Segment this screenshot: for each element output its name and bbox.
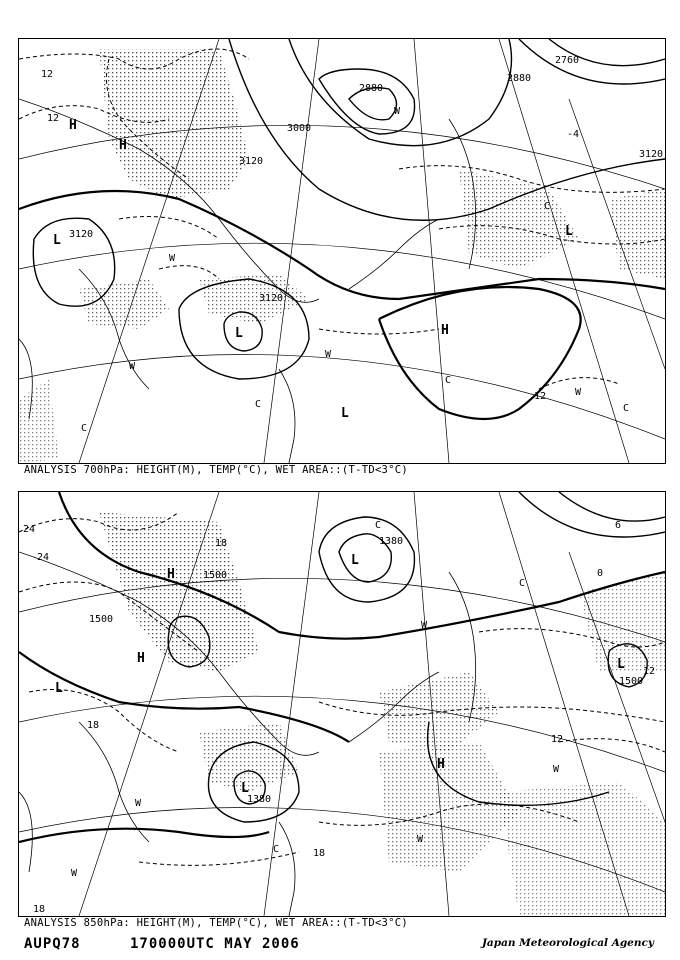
contour-label: 12: [41, 69, 54, 80]
contour-label: 24: [37, 552, 50, 563]
contour-label: 3120: [69, 229, 94, 240]
low-marker: L: [53, 233, 61, 248]
contour-label: 1500: [89, 614, 114, 625]
warm-marker: W: [394, 106, 401, 117]
contour-label: 3120: [639, 149, 664, 160]
contour-label: 6: [615, 520, 622, 531]
contour-label: 12: [551, 734, 564, 745]
low-marker: L: [55, 681, 63, 696]
contour-label: 12: [643, 666, 656, 677]
contour-label: 2880: [507, 73, 532, 84]
chart-id: AUPQ78: [24, 936, 81, 952]
low-marker: L: [565, 224, 573, 239]
contour-label: 18: [215, 538, 228, 549]
agency-name: Japan Meteorological Agency: [481, 937, 654, 949]
contour-label: 1500: [619, 676, 644, 687]
warm-marker: W: [325, 349, 332, 360]
warm-marker: W: [169, 253, 176, 264]
cold-marker: C: [375, 520, 382, 531]
cold-marker: C: [255, 399, 262, 410]
cold-marker: C: [445, 375, 452, 386]
contour-label: 18: [313, 848, 326, 859]
contour-label: 1380: [247, 794, 272, 805]
cold-marker: C: [273, 844, 280, 855]
contour-label: 3000: [287, 123, 312, 134]
wet-area-shading: [99, 512, 665, 916]
low-marker: L: [351, 553, 359, 568]
warm-marker: W: [135, 798, 142, 809]
map-850hpa-graphic: [19, 492, 665, 916]
contour-label: 12: [534, 391, 547, 402]
map-700hpa-graphic: [19, 39, 665, 463]
map-panel-850hpa: [18, 491, 666, 917]
cold-marker: C: [81, 423, 88, 434]
low-marker: L: [235, 326, 243, 341]
warm-marker: W: [417, 834, 424, 845]
map-panel-700hpa: [18, 38, 666, 464]
contour-label: 3120: [259, 293, 284, 304]
low-marker: L: [341, 406, 349, 421]
contour-label: 24: [23, 524, 36, 535]
warm-marker: W: [129, 361, 136, 372]
contour-label: 1500: [203, 570, 228, 581]
high-marker: H: [119, 138, 127, 153]
warm-marker: W: [421, 620, 428, 631]
contour-label: 0: [597, 568, 604, 579]
contour-label: 2880: [359, 83, 384, 94]
contour-label: -4: [567, 129, 580, 140]
high-marker: H: [137, 651, 145, 666]
low-marker: L: [617, 657, 625, 672]
high-marker: H: [437, 757, 445, 772]
high-marker: H: [69, 118, 77, 133]
valid-time: 170000UTC MAY 2006: [130, 936, 300, 952]
high-marker: H: [441, 323, 449, 338]
warm-marker: W: [71, 868, 78, 879]
high-marker: H: [167, 567, 175, 582]
cold-marker: C: [544, 201, 551, 212]
cold-marker: C: [623, 403, 630, 414]
contour-label: 18: [33, 904, 46, 915]
contour-label: 1380: [379, 536, 404, 547]
caption-700hpa: ANALYSIS 700hPa: HEIGHT(M), TEMP(°C), WET AREA::(T-TD<3°C): [24, 464, 409, 476]
warm-marker: W: [553, 764, 560, 775]
caption-850hpa: ANALYSIS 850hPa: HEIGHT(M), TEMP(°C), WET AREA::(T-TD<3°C): [24, 917, 409, 929]
contour-label: 2760: [555, 55, 580, 66]
contour-label: 3120: [239, 156, 264, 167]
warm-marker: W: [575, 387, 582, 398]
cold-marker: C: [519, 578, 526, 589]
contour-label: 12: [47, 113, 60, 124]
contour-label: 18: [87, 720, 100, 731]
low-marker: L: [241, 781, 249, 796]
